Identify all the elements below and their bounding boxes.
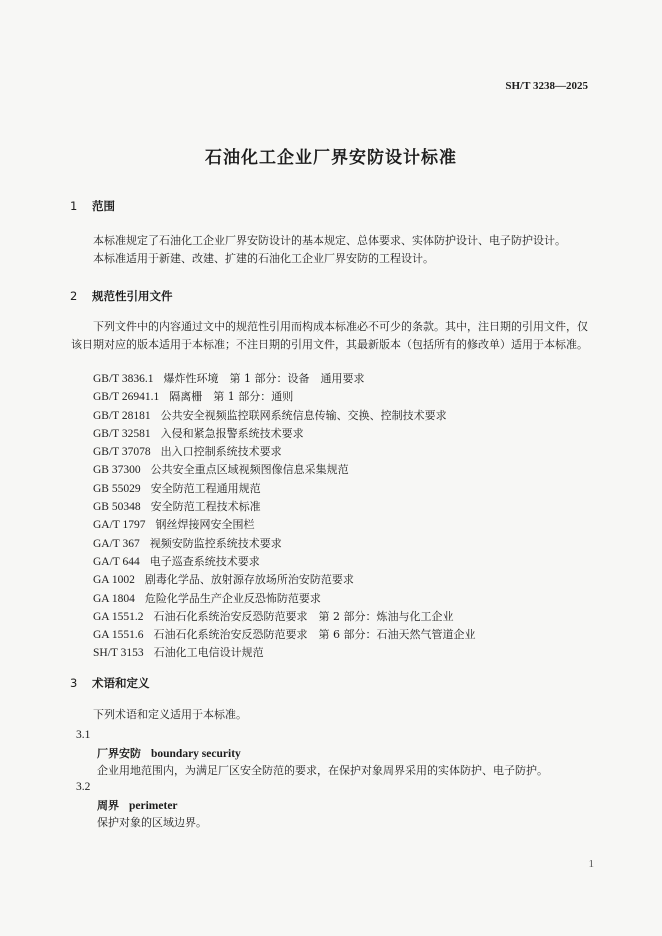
term-en: perimeter [129, 800, 178, 812]
reference-name: 隔离栅 第 1 部分：通则 [169, 390, 294, 404]
reference-name: 石油石化系统治安反恐防范要求 第 6 部分：石油天然气管道企业 [153, 628, 476, 642]
scope-paragraph-1: 本标准规定了石油化工企业厂界安防设计的基本规定、总体要求、实体防护设计、电子防护设计。 [93, 234, 566, 247]
term-zh: 厂界安防 [97, 747, 141, 760]
reference-code: GA 1551.2 [93, 610, 144, 623]
list-item [93, 407, 475, 425]
term-heading [97, 797, 178, 813]
references-intro: 下列文件中的内容通过文中的规范性引用而构成本标准必不可少的条款。其中，注日期的引用文件，仅该日期对应的版本适用于本标准；不注日期的引用文件，其最新版本（包括所有的修改单）适用于本标准。 [71, 320, 588, 351]
reference-code: GA 1002 [93, 574, 135, 587]
reference-name: 公共安全视频监控联网系统信息传输、交换、控制技术要求 [160, 408, 447, 422]
reference-name: 石油石化系统治安反恐防范要求 第 2 部分：炼油与化工企业 [153, 609, 454, 623]
reference-code: GA/T 644 [93, 555, 140, 568]
reference-name: 公共安全重点区域视频图像信息采集规范 [150, 463, 349, 477]
reference-name: 石油化工电信设计规范 [153, 646, 264, 660]
reference-name: 危险化学品生产企业反恐怖防范要求 [144, 591, 321, 605]
page-number: 1 [588, 858, 594, 870]
reference-code: GA/T 367 [93, 537, 140, 550]
list-item [93, 644, 475, 662]
list-item [93, 535, 475, 553]
reference-code: GB/T 28181 [93, 409, 151, 422]
term-zh: 周界 [97, 799, 119, 812]
list-item [93, 516, 475, 534]
reference-name: 剧毒化学品、放射源存放场所治安防范要求 [144, 573, 354, 587]
list-item [93, 370, 475, 388]
section-2-heading [70, 288, 173, 304]
reference-name: 安全防范工程技术标准 [150, 500, 261, 514]
page-title: 石油化工企业厂界安防设计标准 [205, 148, 457, 168]
reference-name: 钢丝焊接网安全围栏 [155, 518, 255, 532]
list-item [93, 443, 475, 461]
list-item [93, 590, 475, 608]
reference-code: SH/T 3153 [93, 647, 144, 660]
list-item [93, 388, 475, 406]
term-heading [97, 745, 241, 761]
reference-code: GB/T 37078 [93, 446, 151, 459]
scope-paragraph-2: 本标准适用于新建、改建、扩建的石油化工企业厂界安防的工程设计。 [93, 252, 434, 265]
reference-name: 入侵和紧急报警系统技术要求 [160, 426, 304, 440]
reference-name: 电子巡查系统技术要求 [149, 554, 260, 568]
reference-code: GB/T 26941.1 [93, 391, 160, 404]
section-number: 2 [70, 289, 78, 303]
term-definition: 保护对象的区域边界。 [97, 816, 207, 829]
list-item [93, 425, 475, 443]
standard-code: SH/T 3238—2025 [505, 80, 588, 92]
list-item [93, 626, 475, 644]
list-item [93, 608, 475, 626]
reference-name: 出入口控制系统技术要求 [160, 445, 282, 459]
reference-code: GA/T 1797 [93, 519, 146, 532]
list-item [93, 571, 475, 589]
reference-code: GB/T 32581 [93, 427, 151, 440]
reference-code: GB 50348 [93, 501, 141, 514]
reference-code: GB 37300 [93, 464, 141, 477]
reference-name: 视频安防监控系统技术要求 [149, 536, 282, 550]
section-1-heading [70, 198, 115, 214]
reference-list [93, 370, 475, 663]
section-title: 范围 [92, 199, 116, 213]
term-number: 3.1 [76, 729, 91, 741]
list-item [93, 461, 475, 479]
section-number: 3 [70, 676, 78, 690]
list-item [93, 480, 475, 498]
list-item [93, 553, 475, 571]
reference-code: GB 55029 [93, 482, 141, 495]
section-title: 规范性引用文件 [92, 289, 173, 303]
list-item [93, 498, 475, 516]
term-definition: 企业用地范围内，为满足厂区安全防范的要求，在保护对象周界采用的实体防护、电子防护。 [97, 764, 548, 777]
section-title: 术语和定义 [92, 676, 150, 690]
reference-code: GA 1551.6 [93, 629, 144, 642]
reference-code: GB/T 3836.1 [93, 373, 154, 385]
reference-code: GA 1804 [93, 592, 135, 605]
reference-name: 爆炸性环境 第 1 部分：设备 通用要求 [163, 372, 365, 385]
term-number: 3.2 [76, 781, 91, 793]
section-3-heading [70, 675, 150, 691]
terms-intro: 下列术语和定义适用于本标准。 [93, 708, 247, 721]
term-en: boundary security [151, 748, 241, 760]
reference-name: 安全防范工程通用规范 [150, 481, 261, 495]
section-number: 1 [70, 199, 78, 213]
